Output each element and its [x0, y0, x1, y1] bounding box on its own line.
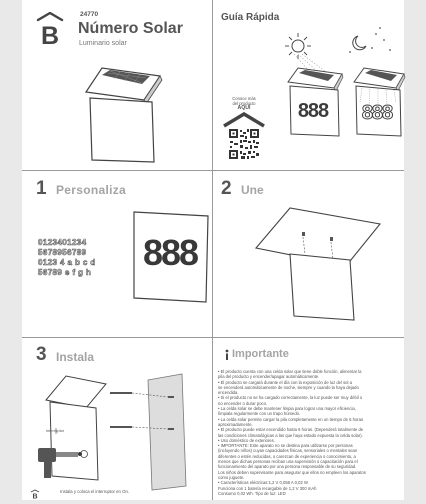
house-icon — [222, 112, 266, 128]
important-bullet: aproximadamente. — [218, 421, 253, 427]
guide-number-night: 888 — [361, 102, 393, 124]
step1-title: Personaliza — [56, 183, 126, 197]
product-code: 24770 — [80, 11, 99, 18]
important-bullet: • El producto se cargará durante el día con la exposición de luz del sol a — [218, 379, 352, 385]
switch-label: interruptor — [46, 428, 65, 433]
important-bullet: menos que dichas personas reciban una supervisión o capacitación para el — [218, 459, 358, 465]
product-subtitle: Luminario solar — [79, 40, 127, 47]
important-bullet: funcionamiento del aparato por una persona responsable de su seguridad. — [218, 464, 357, 470]
svg-text:B: B — [40, 22, 60, 48]
info-icon — [222, 348, 232, 360]
instruction-sheet — [22, 0, 404, 500]
important-bullet: encendida. — [218, 390, 239, 396]
important-bullet: límpiala regularmente con un trapo húmedo. — [218, 411, 301, 417]
important-bullet: Consumo 0,02 Wh. Tipo de luz: LED — [218, 490, 286, 496]
important-bullet: pila del producto y encender/apagar automáticamente. — [218, 374, 320, 380]
important-title: Importante — [232, 348, 289, 360]
important-bullet: (incluyendo niños) cuyas capacidades físicas, sensoriales o mentales sean — [218, 448, 358, 454]
svg-text:B: B — [32, 493, 38, 499]
divider-top — [22, 170, 404, 171]
important-bullet: • Características eléctricas:1,2 V 0,058 A 0,02 W — [218, 480, 308, 486]
important-bullet: como juguete. — [218, 474, 245, 480]
divider-middle — [22, 337, 404, 338]
qr-code-icon — [228, 128, 260, 160]
brand-logo — [36, 12, 64, 48]
digit-sticker-sheet: 0123401234 5678956789 0123 4 a b c d 56789 e f g h — [38, 238, 96, 277]
guide-product-night — [350, 64, 410, 138]
assembly-illustration — [250, 204, 400, 324]
important-bullet-list — [218, 369, 402, 496]
important-bullet: • La celda solar permite cargar la pila completamente en un tiempo de 6 horas — [218, 416, 364, 422]
step3-title: Instala — [56, 350, 95, 364]
step1-sample-number: 888 — [142, 232, 198, 273]
important-bullet: Funciona con 1 batería recargable de 1,2 V 300 mAh — [218, 485, 317, 491]
install-note: Instala y coloca el interruptor en On. — [60, 489, 130, 494]
important-bullet: se encenderá automáticamente de noche, siempre y cuando la haya dejado — [218, 384, 359, 390]
brand-mini-icon — [30, 486, 40, 499]
important-bullet: Los niños deben supervisarse para asegurar que ellos no empleen los aparatos — [218, 469, 366, 475]
step3-number: 3 — [36, 344, 47, 365]
important-bullet: diferentes o estén reducidas, o carezcan de experiencia o conocimiento, a — [218, 453, 356, 459]
important-bullet: • El producto cuenta con una celda solar que tiene doble función, alimentar la — [218, 369, 362, 374]
important-bullet: • La celda solar se debe mantener limpia para lograr una mayor eficiencia, — [218, 406, 356, 412]
guide-number-day: 888 — [297, 100, 329, 122]
guide-title: Guía Rápida — [221, 12, 280, 23]
important-bullet: • El producto puede estar encendido hasta 6 horas. (Dependerá totalmente de — [218, 427, 364, 433]
important-bullet: • Uso doméstico de exteriores. — [218, 437, 275, 443]
product-title: Número Solar — [78, 20, 183, 37]
step1-number: 1 — [36, 178, 47, 199]
important-bullet: no encender o durar poco. — [218, 400, 268, 406]
know-more-label: Conoce más del producto AQUÍ — [232, 96, 256, 111]
important-bullet: • Si el producto no se ha cargado correctamente, la luz puede ser muy débil o — [218, 395, 363, 401]
step2-number: 2 — [221, 178, 232, 199]
product-illustration — [80, 62, 180, 164]
important-bullet: • IMPORTANTE: Este aparato no se destina para utilizarse por personas — [218, 443, 353, 449]
important-bullet: las condiciones climatológicas a las que haya estado expuesta la celda solar). — [218, 432, 363, 438]
step2-title: Une — [241, 183, 264, 197]
